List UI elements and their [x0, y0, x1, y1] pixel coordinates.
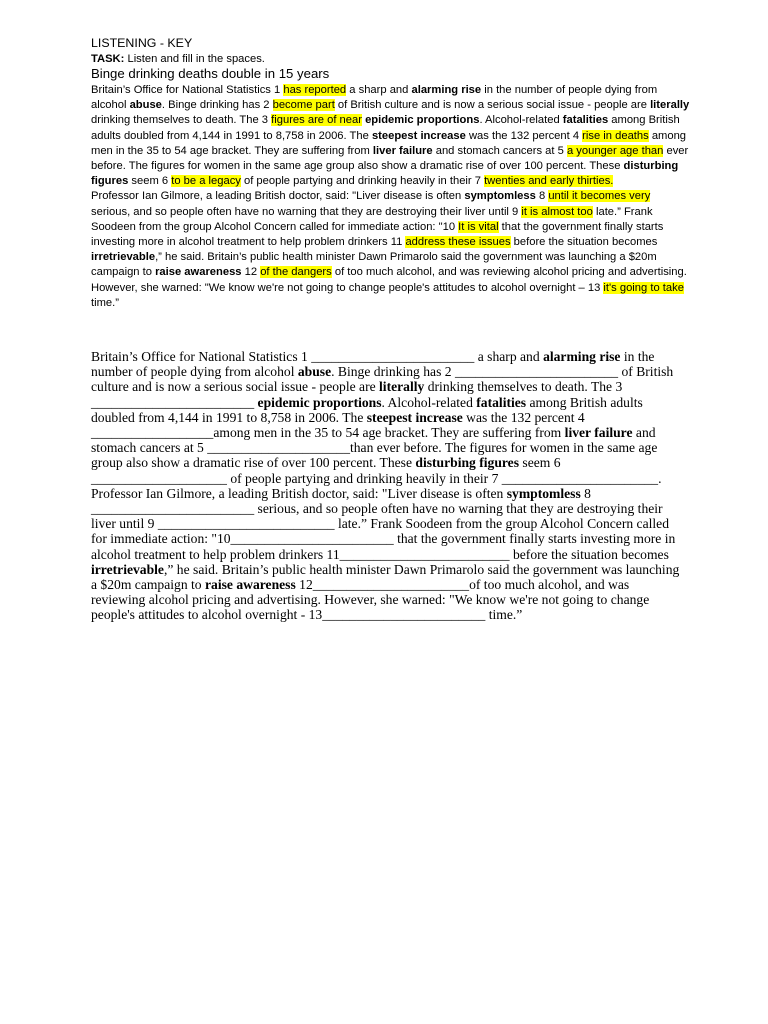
- highlighted-answer: become part: [272, 99, 335, 112]
- highlighted-answer: It is vital: [458, 220, 499, 233]
- bold-term: fatalities: [476, 394, 527, 410]
- highlighted-answer: to be a legacy: [171, 175, 241, 188]
- text-run: seem 6: [128, 175, 172, 188]
- highlighted-answer: rise in deaths: [582, 129, 649, 142]
- bold-term: epidemic proportions: [257, 394, 382, 410]
- text-run: . Binge drinking has 2: [161, 99, 273, 112]
- text-run: Britain’s Office for National Statistics 1: [91, 84, 284, 96]
- gapfill-paragraph-1: [91, 349, 681, 486]
- bold-term: raise awareness: [155, 266, 242, 279]
- key-heading: LISTENING - KEY: [91, 36, 193, 50]
- text-run: 12: [241, 266, 261, 279]
- text-run: 12_______________________of too much alcohol, and was reviewing alcohol pricing and advertising. However, she warned: "We know we're not going to change people's attitudes to alcohol overnight - 13________________________ time.”: [91, 577, 650, 623]
- bold-term: symptomless: [464, 190, 536, 203]
- text-run: of British culture and is now a serious social issue - people are: [334, 99, 651, 112]
- highlighted-answer: it's going to take: [603, 281, 684, 294]
- task-text: Listen and fill in the spaces.: [124, 53, 265, 65]
- text-run: time.”: [91, 296, 119, 309]
- gapfill-section: [91, 349, 681, 623]
- text-run: of people partying and drinking heavily in their 7: [240, 175, 485, 188]
- key-paragraph-2: [91, 189, 691, 311]
- text-run: Professor Ian Gilmore, a leading British doctor, said: "Liver disease is often: [91, 190, 465, 203]
- bold-term: liver failure: [564, 425, 633, 441]
- text-run: . Alcohol-related: [479, 114, 563, 127]
- text-run: among British adults doubled from 4,144 in 1991 to 8,758 in 2006. The: [91, 394, 643, 425]
- text-run: seem 6 ____________________ of people partying and drinking heavily in their 7 _______________________.: [91, 455, 662, 486]
- gapfill-paragraph-2: [91, 486, 681, 623]
- bold-term: epidemic proportions: [365, 114, 480, 127]
- text-run: . Alcohol-related: [381, 394, 477, 410]
- bold-term: abuse: [129, 99, 162, 112]
- text-run: in the number of people dying from alcohol: [91, 84, 658, 112]
- text-run: ever before. The figures for women in the same age group also show a dramatic rise of over 100 percent. These: [91, 144, 689, 173]
- bold-term: disturbing figures: [91, 160, 679, 188]
- bold-term: raise awareness: [205, 577, 296, 593]
- text-run: was the 132 percent 4 __________________among men in the 35 to 54 age bracket. They are suffering from: [91, 409, 585, 441]
- bold-term: fatalities: [562, 114, 609, 127]
- text-run: ,” he said. Britain’s public health minister Dawn Primarolo said the government was launching a $20m campaign to: [91, 251, 657, 279]
- highlighted-answer: it is almost too: [521, 205, 593, 218]
- text-run: was the 132 percent 4: [465, 129, 583, 142]
- highlighted-answer: address these issues: [405, 236, 511, 249]
- text-run: among men in the 35 to 54 age bracket. They are suffering from: [91, 129, 687, 157]
- highlighted-answer: has reported: [283, 84, 347, 96]
- text-run: a sharp and: [346, 84, 412, 96]
- article-title: Binge drinking deaths double in 15 years: [91, 66, 330, 81]
- answer-key-section: [91, 36, 691, 311]
- task-label: TASK:: [91, 53, 125, 65]
- highlighted-answer: of the dangers: [260, 266, 332, 279]
- text-run: ,” he said. Britain’s public health minister Dawn Primarolo said the government was launching a $20m campaign to: [91, 561, 680, 593]
- highlighted-answer: until it becomes very: [548, 190, 651, 203]
- bold-term: steepest increase: [366, 409, 463, 425]
- bold-term: irretrievable: [91, 251, 156, 264]
- highlighted-answer: twenties and early thirties.: [484, 175, 614, 188]
- bold-term: abuse: [297, 364, 332, 380]
- text-run: Professor Ian Gilmore, a leading British doctor, said: "Liver disease is often: [91, 485, 507, 501]
- text-run: that the government finally starts investing more in alcohol treatment to help problem drinkers 11: [91, 220, 664, 249]
- task-line: [91, 52, 691, 66]
- bold-term: alarming rise: [411, 84, 482, 96]
- text-run: and stomach cancers at 5 _____________________than ever before. The figures for women in the same age group also show a dramatic rise of over 100 percent. These: [91, 425, 658, 471]
- text-run: drinking themselves to death. The 3 ________________________: [91, 379, 623, 410]
- bold-term: symptomless: [506, 485, 581, 501]
- text-run: among British adults doubled from 4,144 in 1991 to 8,758 in 2006. The: [91, 114, 680, 142]
- bold-term: irretrievable: [91, 561, 164, 577]
- bold-term: literally: [650, 99, 690, 112]
- bold-term: literally: [379, 379, 425, 395]
- text-run: 8: [535, 190, 549, 203]
- text-run: and stomach cancers at 5: [432, 144, 567, 157]
- highlighted-answer: figures are of near: [271, 114, 362, 127]
- text-run: serious, and so people often have no warning that they are destroying their liver until 9: [91, 205, 522, 218]
- text-run: of too much alcohol, and was reviewing alcohol pricing and advertising. However, she warned: "We know we're not going to change people's attitudes to alcohol overnight – 13: [91, 266, 687, 294]
- text-run: Britain’s Office for National Statistics 1 ________________________ a sharp and: [91, 349, 544, 364]
- text-run: drinking themselves to death. The 3: [91, 114, 272, 127]
- text-run: before the situation becomes: [510, 236, 658, 249]
- bold-term: alarming rise: [543, 349, 621, 364]
- bold-term: liver failure: [372, 144, 433, 157]
- text-run: . Binge drinking has 2 ________________________ of British culture and is now a serious social issue - people are: [91, 364, 674, 395]
- key-paragraph-1: [91, 83, 691, 189]
- highlighted-answer: a younger age than: [566, 144, 664, 157]
- bold-term: steepest increase: [371, 129, 466, 142]
- text-run: late.” Frank Soodeen from the group Alcohol Concern called for immediate action: "10: [91, 205, 653, 233]
- bold-term: disturbing figures: [415, 455, 520, 471]
- text-run: in the number of people dying from alcohol: [91, 349, 655, 380]
- text-run: 8 ________________________ serious, and so people often have no warning that they are destroying their liver until 9 __________________________ late.” Frank Soodeen from the group Alcohol Concern called for immediate action: "10________________________ that the government finally starts investing more in alcohol treatment to help problem drinkers 11_________________________ before the situation becomes: [91, 485, 676, 562]
